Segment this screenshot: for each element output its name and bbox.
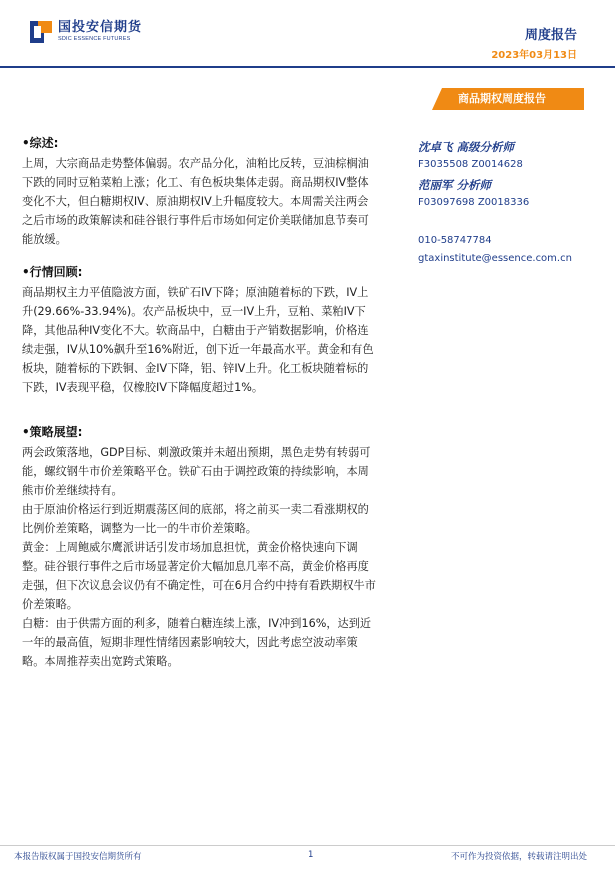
paragraph: 由于原油价格运行到近期震荡区间的底部，将之前买一卖二看涨期权的比例价差策略，调整为一比一的牛市价差策略。 — [22, 503, 369, 535]
analyst-sidebar — [418, 138, 610, 268]
report-date: 2023年03月13日 — [491, 50, 577, 61]
logo-name-en: SDIC ESSENCE FUTURES — [58, 36, 131, 42]
section-title: •策略展望: — [22, 425, 83, 439]
analyst-name: 范丽军 分析师 — [418, 178, 492, 192]
page-number: 1 — [308, 850, 314, 860]
footer-divider — [0, 845, 615, 846]
banner-notch — [432, 88, 442, 110]
section-market-review — [22, 263, 378, 397]
main-content — [22, 134, 378, 685]
logo-mark-icon — [30, 21, 52, 43]
paragraph: 两会政策落地，GDP目标、刺激政策并未超出预期，黑色走势有转弱可能，螺纹钢牛市价差策略平仓。铁矿石由于调控政策的持续影响，本周熊市价差继续持有。 — [22, 446, 371, 497]
analyst-name: 沈卓飞 高级分析师 — [418, 140, 515, 154]
contact-email[interactable]: gtaxinstitute@essence.com.cn — [418, 253, 572, 264]
header-divider — [0, 66, 615, 68]
section-title: •综述: — [22, 136, 59, 150]
banner-title: 商品期权周度报告 — [458, 92, 546, 105]
contact-phone: 010-58747784 — [418, 235, 492, 246]
report-type: 周度报告 — [524, 28, 577, 43]
logo-name-cn: 国投安信期货 — [58, 20, 143, 35]
analyst-license: F03097698 Z0018336 — [418, 197, 530, 208]
paragraph: 上周，大宗商品走势整体偏弱。农产品分化，油粕比反转，豆油棕榈油下跌的同时豆粕菜粕上涨；化工、有色板块集体走弱。商品期权IV整体变化不大，但白糖期权IV、原油期权IV上升幅度较大。本周需关注两会之后市场的政策解读和硅谷银行事件后市场如何定价美联储加息节奏可能放缓。 — [22, 157, 369, 246]
company-logo — [30, 20, 142, 43]
report-banner — [442, 88, 584, 110]
analyst-license: F3035508 Z0014628 — [418, 159, 523, 170]
paragraph: 白糖：由于供需方面的利多，随着白糖连续上涨，IV冲到16%，达到近一年的最高值，短期非理性情绪因素影响较大，因此考虑空波动率策略。本周推荐卖出宽跨式策略。 — [22, 617, 372, 668]
section-strategy — [22, 423, 378, 671]
footer-disclaimer: 不可作为投资依据，转载请注明出处 — [450, 852, 587, 862]
footer-copyright: 本报告版权属于国投安信期货所有 — [14, 852, 142, 862]
section-summary — [22, 134, 378, 249]
paragraph: 商品期权主力平值隐波方面，铁矿石IV下降；原油随着标的下跌，IV上升(29.66%-33.94%)。农产品板块中，豆一IV上升，豆粕、菜粕IV下降，其他品种IV变化不大。软商品中，白糖由于产销数据影响，价格连续走强，IV从10%飙升至16%附近，创下近一年最高水平。黄金和有色板块，随着标的下跌铜、金IV下降，铝、锌IV上升。化工板块随着标的下跌，IV表现平稳，仅橡胶IV下降幅度超过1%。 — [22, 286, 374, 394]
paragraph: 黄金：上周鲍威尔鹰派讲话引发市场加息担忧，黄金价格快速向下调整。硅谷银行事件之后市场显著定价大幅加息几率不高，黄金价格再度走强，但下次议息会议仍有不确定性，可在6月合约中持有看跌期权牛市价差策略。 — [22, 541, 376, 611]
section-title: •行情回顾: — [22, 265, 83, 279]
